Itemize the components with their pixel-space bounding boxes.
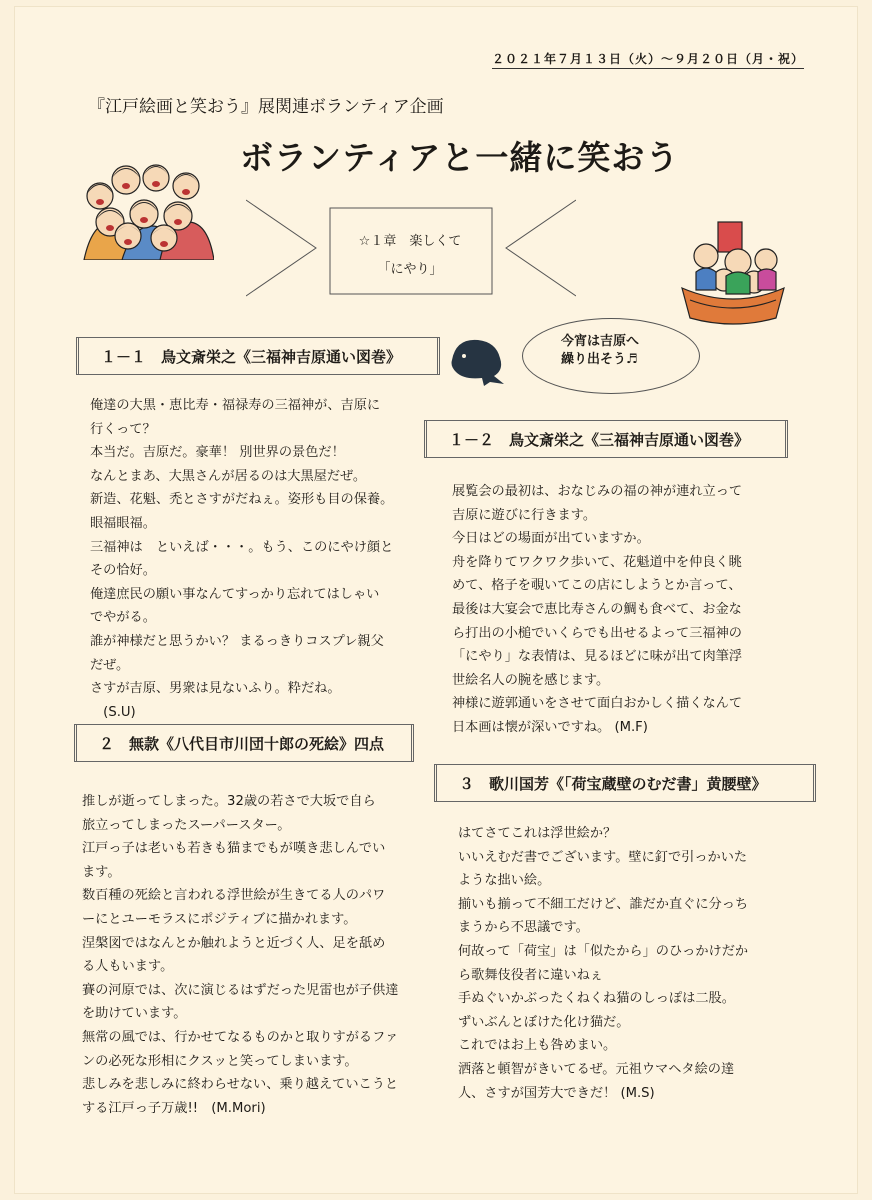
text-line: まうから不思議です。 [458, 920, 589, 936]
text-line: ンの必死な形相にクスッと笑ってしまいます。 [82, 1053, 358, 1069]
text-line: いいえむだ書でございます。壁に釘で引っかいた [458, 849, 748, 865]
text-line: だぜ。 [90, 657, 130, 673]
page-title: ボランティアと一緒に笑おう [240, 138, 680, 177]
text-line: 数百種の死絵と言われる浮世絵が生きてる人のパワ [82, 888, 386, 904]
section-body-1-1 [90, 394, 393, 724]
text-line: 俺達の大黒・恵比寿・福禄寿の三福神が、吉原に [90, 398, 381, 413]
text-line: めて、格子を覗いてこの店にしようとか言って、 [452, 578, 742, 594]
text-line: 行くって？ [90, 421, 156, 437]
text-line: 旅立ってしまったスーパースター。 [82, 817, 291, 833]
laughing-people-illustration [82, 152, 214, 260]
treasure-ship-illustration [680, 214, 786, 326]
text-line: 誰が神様だと思うかい？ まるっきりコスプレ親父 [90, 633, 384, 649]
text-line: 涅槃図ではなんとか触れようと近づく人、足を舐め [82, 935, 386, 951]
text-line: 「にやり」な表情は、見るほどに味が出て肉筆浮 [452, 649, 743, 665]
text-line: 世絵名人の腕を感じます。 [452, 672, 610, 688]
section-heading-1-1: １－１ 鳥文斎栄之《三福神吉原通い図巻》 [76, 337, 440, 375]
section-body-2 [82, 790, 399, 1120]
text-line: 三福神は といえば・・・。もう、このにやけ顔と [90, 539, 394, 555]
text-line: 手ぬぐいかぶったくねくね猫のしっぽは二股。 [458, 991, 735, 1007]
text-line: 揃いも揃って不細工だけど、誰だか直ぐに分っち [458, 896, 749, 912]
text-line: これではお上も咎めまい。 [458, 1038, 617, 1054]
text-line: 本当だ。吉原だ。豪華！ 別世界の景色だ！ [90, 445, 345, 461]
text-line: ずいぶんとぼけた化け猫だ。 [458, 1014, 630, 1030]
text-line: 新造、花魁、禿とさすがだねぇ。姿形も目の保養。 [90, 492, 394, 508]
speech-bubble [522, 318, 700, 394]
text-line: ような拙い絵。 [458, 873, 551, 889]
text-line: なんとまあ、大黒さんが居るのは大黒屋だぜ。 [90, 468, 367, 484]
text-line: 神様に遊郭通いをさせて面白おかしく描くなんて [452, 696, 743, 712]
text-line: 賽の河原では、次に演じるはずだった児雷也が子供達 [82, 982, 399, 998]
section-heading-2: ２ 無款《八代目市川団十郎の死絵》四点 [74, 724, 414, 762]
whale-illustration [448, 334, 508, 388]
text-line: さすが吉原、男衆は見ないふり。粋だね。 [90, 681, 341, 697]
bubble-line-2: 繰り出そう♬ [561, 352, 638, 367]
section-body-1-2 [452, 480, 742, 740]
text-line: 推しが逝ってしまった。32歳の若さで大坂で自ら [82, 794, 376, 809]
page-subtitle: 『江戸絵画と笑おう』展関連ボランティア企画 [88, 97, 444, 117]
bubble-line-1: 今宵は吉原へ [561, 334, 640, 349]
chapter-line-1: ☆１章 楽しくて [358, 234, 462, 249]
text-line: 洒落と頓智がきいてるぜ。元祖ウマヘタ絵の達 [458, 1061, 735, 1077]
text-line: ら歌舞伎役者に違いねぇ [458, 967, 604, 983]
text-line: 日本画は懐が深いですね。 (M.F) [452, 719, 648, 735]
text-line: (S.U) [90, 704, 136, 720]
exhibition-date: ２０２１年７月１３日（火）～９月２０日（月・祝） [492, 50, 804, 69]
text-line: 舟を降りてワクワク歩いて、花魁道中を仲良く眺 [452, 554, 742, 570]
chapter-label [330, 228, 490, 284]
text-line: はてさてこれは浮世絵か？ [458, 826, 617, 841]
text-line: 人、さすが国芳大できだ！ (M.S) [458, 1085, 655, 1101]
section-heading-1-2: １－２ 鳥文斎栄之《三福神吉原通い図巻》 [424, 420, 788, 458]
text-line: 今日はどの場面が出ていますか。 [452, 531, 650, 547]
section-heading-3: ３ 歌川国芳《「荷宝蔵壁のむだ書」黄腰壁》 [434, 764, 816, 802]
chapter-line-2: 「にやり」 [377, 262, 443, 277]
text-line: る人もいます。 [82, 959, 174, 975]
text-line: 俺達庶民の願い事なんてすっかり忘れてはしゃい [90, 586, 380, 602]
text-line: 最後は大宴会で恵比寿さんの鯛も食べて、お金な [452, 601, 742, 617]
text-line: 展覧会の最初は、おなじみの福の神が連れ立って [452, 484, 743, 499]
text-line: 吉原に遊びに行きます。 [452, 507, 597, 523]
text-line: 悲しみを悲しみに終わらせない、乗り越えていこうと [82, 1077, 399, 1093]
text-line: その恰好。 [90, 563, 156, 579]
text-line: 江戸っ子は老いも若きも猫までもが嘆き悲しんでい [82, 841, 386, 857]
text-line: する江戸っ子万歳!! (M.Mori) [82, 1100, 266, 1116]
text-line: ーにとユーモラスにポジティブに描かれます。 [82, 911, 357, 927]
text-line: 眼福眼福。 [90, 515, 156, 531]
section-body-3 [458, 822, 748, 1105]
text-line: 何故って「荷宝」は「似たから」のひっかけだか [458, 943, 749, 959]
text-line: ます。 [82, 864, 121, 880]
text-line: ら打出の小槌でいくらでも出せるよって三福神の [452, 625, 742, 641]
text-line: 無常の風では、行かせてなるものかと取りすがるファ [82, 1029, 399, 1045]
text-line: でやがる。 [90, 610, 156, 626]
text-line: を助けています。 [82, 1006, 187, 1022]
